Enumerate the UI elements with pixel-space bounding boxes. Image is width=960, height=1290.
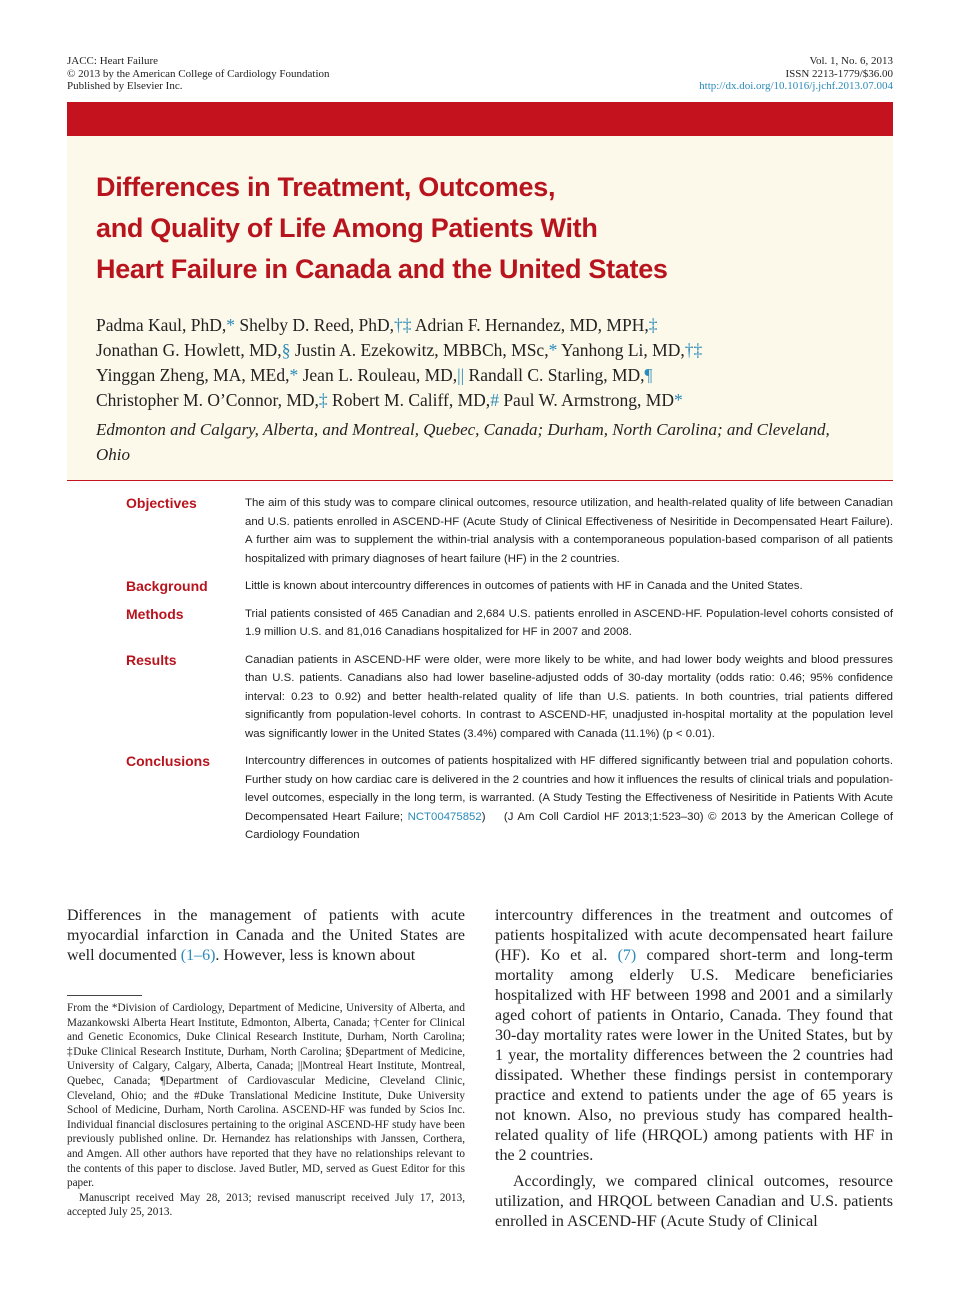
- author: Robert M. Califf, MD,: [327, 390, 491, 410]
- volume-line: Vol. 1, No. 6, 2013: [809, 55, 893, 67]
- issn-line: ISSN 2213-1779/$36.00: [785, 67, 893, 80]
- footnote-dates: Manuscript received May 28, 2013; revised manuscript received July 17, 2013, accepted July 25, 2013.: [67, 1191, 465, 1219]
- title-line: Differences in Treatment, Outcomes,: [96, 172, 556, 202]
- title-line: Heart Failure in Canada and the United States: [96, 254, 668, 284]
- affiliation-mark[interactable]: ||: [457, 365, 465, 385]
- footnote-affiliations: From the *Division of Cardiology, Department of Medicine, University of Alberta, and Mazankowski Alberta Heart Institute, Edmonton, Alberta, Canada; †Center for Clinical and Genetic Economics, Duke Clinical Research Institute, Durham, North Carolina; ‡Duke Clinical Research Institute, Durham, North Carolina; §Department of Medicine, University of Calgary, Calgary, Alberta, Canada; ||Montreal Heart Institute, Montreal, Quebec, Canada; ¶Department of Cardiovascular Medicine, Cleveland Clinic, Cleveland, Ohio; and the #Duke Translational Medicine Institute, Duke University School of Medicine, Durham, North Carolina. ASCEND-HF was funded by Scios Inc. Individual financial disclosures pertaining to the original ASCEND-HF study have been previously published online. Dr. Hernandez has relationships with Janssen, Corthera, and Amgen. All other authors have reported that they have no relationships relevant to the contents of this paper to disclose. Javed Butler, MD, served as Guest Editor for this paper.: [67, 1002, 465, 1190]
- header-red-bar: [67, 102, 893, 136]
- body-paragraph: [495, 906, 893, 1166]
- affiliation-mark[interactable]: *: [548, 340, 558, 360]
- author: Padma Kaul, PhD,: [96, 315, 227, 335]
- journal-header: [67, 55, 330, 93]
- section-text: [245, 752, 897, 845]
- body-right-column: [495, 906, 893, 1232]
- body-left-column: [67, 906, 465, 966]
- affiliation-mark[interactable]: †‡: [393, 315, 412, 335]
- reference-link[interactable]: (7): [617, 947, 637, 964]
- section-label: Methods: [126, 605, 184, 622]
- section-label: Background: [126, 578, 208, 594]
- author-line: [96, 388, 876, 413]
- issue-info: [699, 55, 893, 93]
- author: Christopher M. O’Connor, MD,: [96, 390, 319, 410]
- paragraph-text: intercountry differences in the treatment and outcomes of patients hospitalized with acute decompensated heart failure (HF). Ko et al.: [495, 907, 893, 964]
- doi-link[interactable]: http://dx.doi.org/10.1016/j.jchf.2013.07.004: [699, 80, 893, 92]
- body-paragraph: Accordingly, we compared clinical outcomes, resource utilization, and HRQOL between Canadian and U.S. patients enrolled in ASCEND-HF (Acute Study of Clinical: [495, 1173, 893, 1230]
- affiliation-mark[interactable]: *: [226, 315, 236, 335]
- author: Jean L. Rouleau, MD,: [298, 365, 458, 385]
- paragraph-text: compared short-term and long-term mortality among elderly U.S. Medicare beneficiaries hospitalized with HF between 1998 and 2001 and a similarly aged cohort of patients in Ontario, Canada. They found that 30-day mortality rates were lower in the United States, but by 1 year, the mortality differences between the 2 countries had dissipated. Whether these findings persist in contemporary practice and extend to patients under the age of 65 years is not known. Also, no previous study has compared health-related quality of life (HRQOL) among patients with HF in the 2 countries.: [495, 947, 893, 1164]
- author: Justin A. Ezekowitz, MBBCh, MSc,: [290, 340, 549, 360]
- affiliation-mark[interactable]: *: [289, 365, 299, 385]
- section-text: The aim of this study was to compare clinical outcomes, resource utilization, and health-related quality of life between Canadian and U.S. patients enrolled in ASCEND-HF (Acute Study of Clinical Effectiveness of Nesiritide in Decompensated Heart Failure). A further aim was to supplement the within-trial analysis with a contemporaneous population-based comparison of all patients hospitalized with primary diagnoses of heart failure (HF) in the 2 countries.: [245, 497, 893, 565]
- author: Shelby D. Reed, PhD,: [235, 315, 394, 335]
- section-label: Objectives: [126, 495, 197, 511]
- author: Yinggan Zheng, MA, MEd,: [96, 365, 290, 385]
- publisher-line: Published by Elsevier Inc.: [67, 80, 183, 92]
- author-line: [96, 338, 876, 363]
- trial-registry-link[interactable]: NCT00475852: [407, 810, 482, 823]
- author: Yanhong Li, MD,: [557, 340, 685, 360]
- section-text: Little is known about intercountry differences in outcomes of patients with HF in Canada and the United States.: [245, 580, 803, 592]
- affiliation-mark[interactable]: §: [281, 340, 291, 360]
- author: Paul W. Armstrong, MD: [498, 390, 674, 410]
- structured-abstract: [67, 494, 897, 854]
- intro-text: Differences in the management of patients with acute myocardial infarction in Canada and the United States are well documented: [67, 907, 465, 964]
- title-line: and Quality of Life Among Patients With: [96, 213, 598, 243]
- footnote: [67, 1001, 465, 1220]
- author-list: [96, 313, 876, 413]
- affiliation-mark[interactable]: ‡: [318, 390, 328, 410]
- journal-name: JACC: Heart Failure: [67, 55, 159, 67]
- affiliation-mark[interactable]: ‡: [648, 315, 658, 335]
- footnote-rule: [67, 995, 142, 996]
- abstract-conclusions: [67, 752, 897, 845]
- author-line: [96, 313, 876, 338]
- conclusions-citation: ) (J Am Coll Cardiol HF 2013;1:523–30) © 2013 by the American College of Cardiology Foundation: [245, 810, 897, 841]
- affiliation-mark[interactable]: †‡: [684, 340, 703, 360]
- reference-link[interactable]: (1–6): [180, 947, 216, 964]
- author: Adrian F. Hernandez, MD, MPH,: [411, 315, 649, 335]
- abstract-results: [67, 651, 893, 744]
- copyright-line: © 2013 by the American College of Cardiology Foundation: [67, 67, 330, 80]
- abstract-methods: [67, 605, 893, 642]
- author: Randall C. Starling, MD,: [464, 365, 645, 385]
- affiliation-mark[interactable]: ¶: [644, 365, 653, 385]
- section-label: Results: [126, 651, 177, 668]
- article-title: [96, 167, 796, 290]
- intro-text: . However, less is known about: [215, 947, 416, 964]
- section-text: Trial patients consisted of 465 Canadian and 2,684 U.S. patients enrolled in ASCEND-HF. Population-level cohorts consisted of 1.9 million U.S. and 81,016 Canadians hospitalized for HF in 2007 and 2008.: [245, 607, 893, 638]
- abstract-divider: [67, 480, 893, 481]
- section-text: Canadian patients in ASCEND-HF were older, were more likely to be white, and had lower body weights and blood pressures than U.S. patients. Canadians also had lower baseline-adjusted odds of 30-day mortality (odds ratio: 0.46; 95% confidence interval: 0.23 to 0.92) and better health-related quality of life than U.S. patients. In both countries, trial patients differed significantly from population-level cohorts. In contrast to ASCEND-HF, unadjusted in-hospital mortality at the population level was significantly lower in the United States (3.4%) compared with Canada (11.1%) (p < 0.01).: [245, 653, 893, 740]
- author-line: [96, 363, 876, 388]
- section-label: Conclusions: [126, 753, 211, 769]
- affiliation-mark[interactable]: #: [490, 390, 499, 410]
- conclusions-text: Intercountry differences in outcomes of patients hospitalized with HF differed significantly between trial and population cohorts. Further study on how cardiac care is delivered in the 2 countries and how it influences the results of clinical trials and population-level outcomes, especially in the long term, is warranted. (A Study Testing the Effectiveness of Nesiritide in Patients With Acute Decompensated Heart Failure;: [245, 755, 893, 823]
- author: Jonathan G. Howlett, MD,: [96, 340, 282, 360]
- affiliation-locations: Edmonton and Calgary, Alberta, and Montreal, Quebec, Canada; Durham, North Carolina; and Cleveland, Ohio: [96, 420, 830, 464]
- abstract-background: [67, 577, 893, 596]
- affiliation-mark[interactable]: *: [673, 390, 683, 410]
- abstract-objectives: [67, 494, 893, 568]
